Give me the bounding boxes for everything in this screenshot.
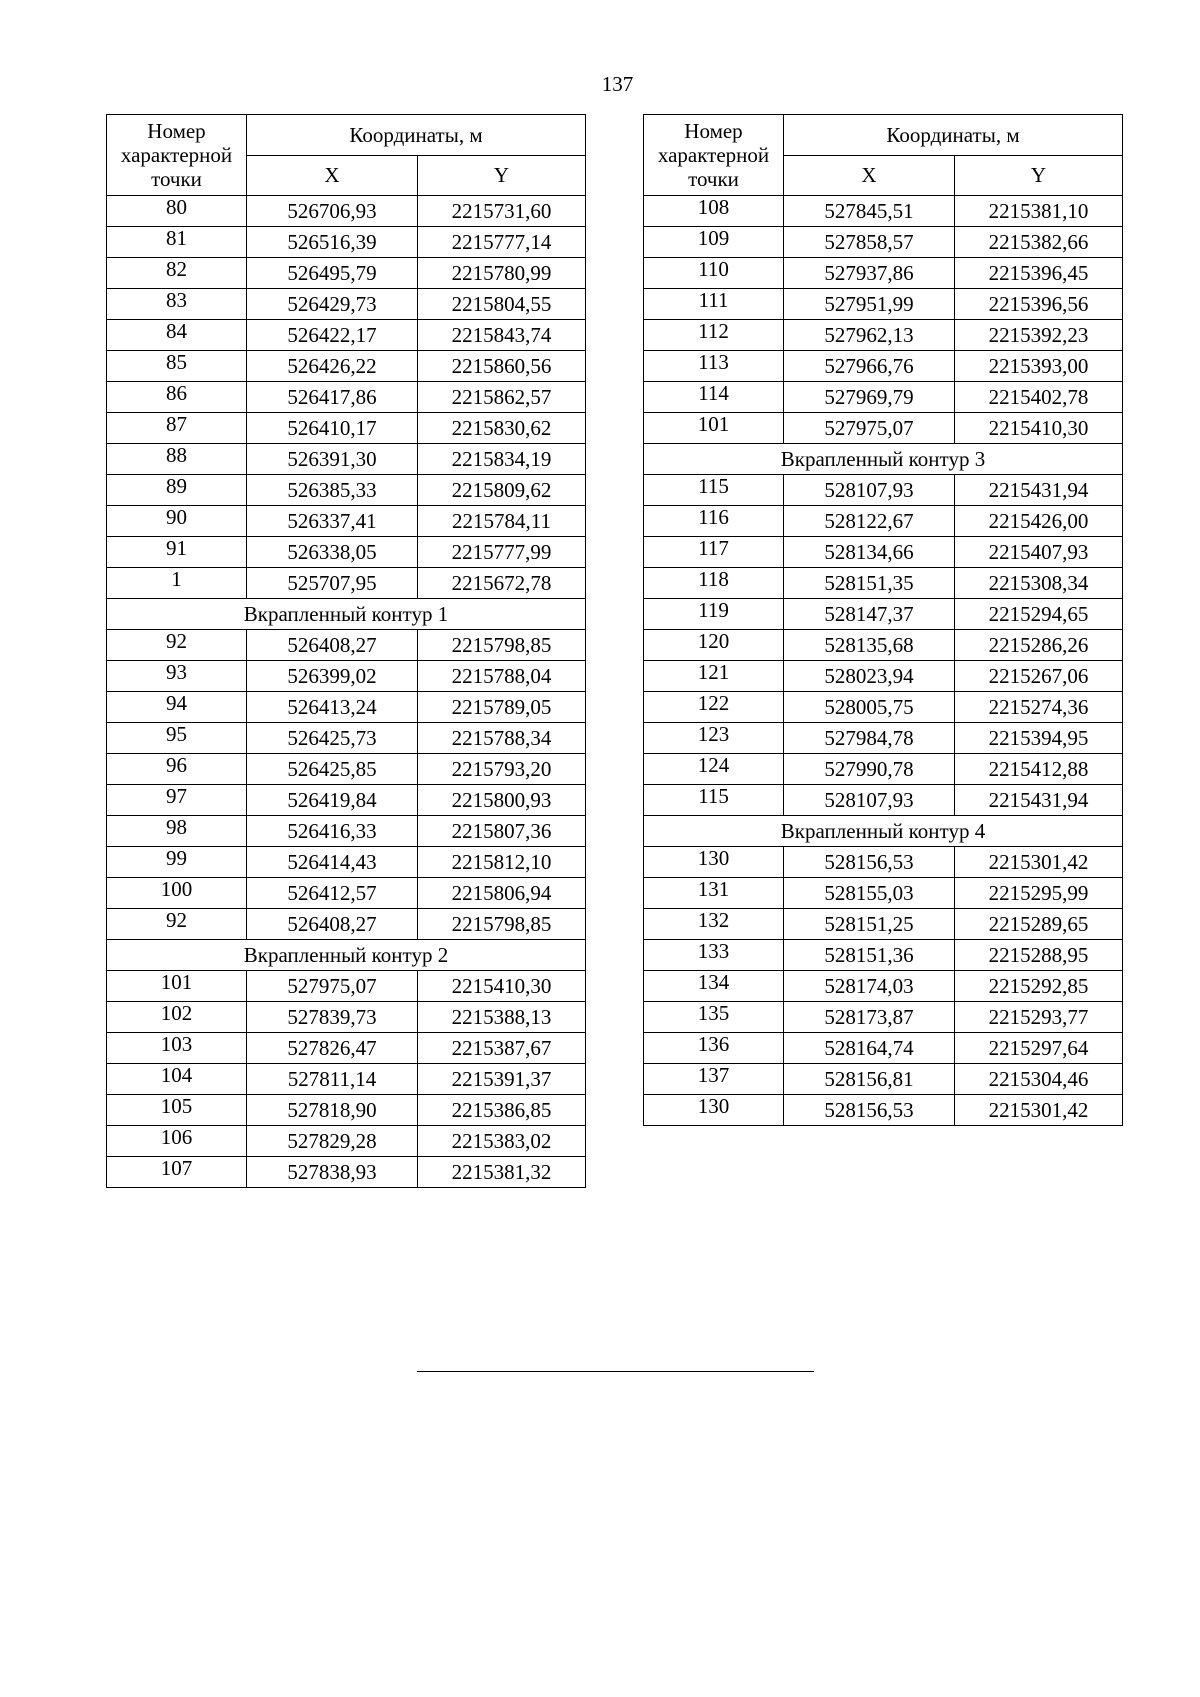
header-y: Y: [418, 155, 586, 196]
x-coordinate-cell: 528107,93: [784, 785, 955, 816]
table-row: [644, 723, 1123, 754]
point-number-cell: 117: [644, 537, 784, 568]
y-coordinate-cell: 2215793,20: [418, 754, 586, 785]
table-row: [107, 444, 586, 475]
table-row: [644, 1002, 1123, 1033]
point-number-cell: 96: [107, 754, 247, 785]
point-number-cell: 115: [644, 785, 784, 816]
y-coordinate-cell: 2215402,78: [955, 382, 1123, 413]
point-number-cell: 136: [644, 1033, 784, 1064]
y-coordinate-cell: 2215288,95: [955, 940, 1123, 971]
x-coordinate-cell: 528156,81: [784, 1064, 955, 1095]
x-coordinate-cell: 527990,78: [784, 754, 955, 785]
point-number-cell: 80: [107, 196, 247, 227]
x-coordinate-cell: 526495,79: [247, 258, 418, 289]
y-coordinate-cell: 2215391,37: [418, 1064, 586, 1095]
point-number-cell: 104: [107, 1064, 247, 1095]
point-number-cell: 133: [644, 940, 784, 971]
y-coordinate-cell: 2215830,62: [418, 413, 586, 444]
y-coordinate-cell: 2215407,93: [955, 537, 1123, 568]
x-coordinate-cell: 527818,90: [247, 1095, 418, 1126]
y-coordinate-cell: 2215392,23: [955, 320, 1123, 351]
point-number-cell: 137: [644, 1064, 784, 1095]
x-coordinate-cell: 527962,13: [784, 320, 955, 351]
table-row: [644, 537, 1123, 568]
table-row: [644, 289, 1123, 320]
y-coordinate-cell: 2215798,85: [418, 630, 586, 661]
x-coordinate-cell: 527838,93: [247, 1157, 418, 1188]
y-coordinate-cell: 2215396,45: [955, 258, 1123, 289]
y-coordinate-cell: 2215412,88: [955, 754, 1123, 785]
section-row: [644, 444, 1123, 475]
table-row: [107, 258, 586, 289]
table-row: [107, 382, 586, 413]
header-y: Y: [955, 155, 1123, 196]
table-row: [644, 692, 1123, 723]
point-number-cell: 89: [107, 475, 247, 506]
point-number-cell: 134: [644, 971, 784, 1002]
table-row: [107, 909, 586, 940]
y-coordinate-cell: 2215289,65: [955, 909, 1123, 940]
point-number-cell: 107: [107, 1157, 247, 1188]
y-coordinate-cell: 2215862,57: [418, 382, 586, 413]
table-row: [644, 196, 1123, 227]
page-number: 137: [601, 72, 634, 96]
x-coordinate-cell: 526416,33: [247, 816, 418, 847]
point-number-cell: 110: [644, 258, 784, 289]
point-number-cell: 82: [107, 258, 247, 289]
x-coordinate-cell: 526385,33: [247, 475, 418, 506]
table-row: [644, 382, 1123, 413]
x-coordinate-cell: 526706,93: [247, 196, 418, 227]
x-coordinate-cell: 527826,47: [247, 1033, 418, 1064]
point-number-cell: 106: [107, 1126, 247, 1157]
table-row: [644, 971, 1123, 1002]
table-row: [644, 785, 1123, 816]
table-row: [107, 506, 586, 537]
x-coordinate-cell: 526516,39: [247, 227, 418, 258]
table-row: [107, 537, 586, 568]
x-coordinate-cell: 527845,51: [784, 196, 955, 227]
point-number-cell: 101: [644, 413, 784, 444]
table-row: [107, 413, 586, 444]
y-coordinate-cell: 2215812,10: [418, 847, 586, 878]
x-coordinate-cell: 528134,66: [784, 537, 955, 568]
y-coordinate-cell: 2215382,66: [955, 227, 1123, 258]
x-coordinate-cell: 528135,68: [784, 630, 955, 661]
header-point-number: Номер характерной точки: [107, 115, 247, 196]
point-number-cell: 86: [107, 382, 247, 413]
x-coordinate-cell: 526338,05: [247, 537, 418, 568]
y-coordinate-cell: 2215860,56: [418, 351, 586, 382]
table-row: [107, 878, 586, 909]
table-row: [107, 785, 586, 816]
section-row: [644, 816, 1123, 847]
section-row: [107, 940, 586, 971]
y-coordinate-cell: 2215731,60: [418, 196, 586, 227]
x-coordinate-cell: 526429,73: [247, 289, 418, 320]
x-coordinate-cell: 526413,24: [247, 692, 418, 723]
table-row: [107, 816, 586, 847]
point-number-cell: 98: [107, 816, 247, 847]
x-coordinate-cell: 527858,57: [784, 227, 955, 258]
x-coordinate-cell: 528174,03: [784, 971, 955, 1002]
point-number-cell: 81: [107, 227, 247, 258]
table-row: [107, 971, 586, 1002]
point-number-cell: 91: [107, 537, 247, 568]
table-row: [107, 196, 586, 227]
table-row: [644, 506, 1123, 537]
point-number-cell: 131: [644, 878, 784, 909]
y-coordinate-cell: 2215292,85: [955, 971, 1123, 1002]
header-x: X: [247, 155, 418, 196]
x-coordinate-cell: 526426,22: [247, 351, 418, 382]
y-coordinate-cell: 2215286,26: [955, 630, 1123, 661]
y-coordinate-cell: 2215431,94: [955, 785, 1123, 816]
table-row: [107, 227, 586, 258]
table-row: [644, 754, 1123, 785]
table-row: [107, 661, 586, 692]
table-row: [107, 692, 586, 723]
x-coordinate-cell: 526425,73: [247, 723, 418, 754]
y-coordinate-cell: 2215410,30: [955, 413, 1123, 444]
y-coordinate-cell: 2215294,65: [955, 599, 1123, 630]
x-coordinate-cell: 527966,76: [784, 351, 955, 382]
y-coordinate-cell: 2215672,78: [418, 568, 586, 599]
point-number-cell: 102: [107, 1002, 247, 1033]
y-coordinate-cell: 2215777,99: [418, 537, 586, 568]
table-row: [644, 413, 1123, 444]
header-coordinates: Координаты, м: [784, 115, 1123, 156]
table-row: [644, 878, 1123, 909]
y-coordinate-cell: 2215383,02: [418, 1126, 586, 1157]
point-number-cell: 130: [644, 1095, 784, 1126]
x-coordinate-cell: 528023,94: [784, 661, 955, 692]
footer-divider: [417, 1371, 814, 1372]
x-coordinate-cell: 526417,86: [247, 382, 418, 413]
point-number-cell: 105: [107, 1095, 247, 1126]
point-number-cell: 87: [107, 413, 247, 444]
x-coordinate-cell: 526419,84: [247, 785, 418, 816]
y-coordinate-cell: 2215789,05: [418, 692, 586, 723]
x-coordinate-cell: 528005,75: [784, 692, 955, 723]
table-row: [644, 568, 1123, 599]
header-x: X: [784, 155, 955, 196]
x-coordinate-cell: 528156,53: [784, 1095, 955, 1126]
coordinates-table-right: [643, 114, 1123, 1126]
point-number-cell: 83: [107, 289, 247, 320]
x-coordinate-cell: 527975,07: [784, 413, 955, 444]
table-row: [107, 723, 586, 754]
y-coordinate-cell: 2215780,99: [418, 258, 586, 289]
point-number-cell: 97: [107, 785, 247, 816]
point-number-cell: 100: [107, 878, 247, 909]
y-coordinate-cell: 2215804,55: [418, 289, 586, 320]
point-number-cell: 120: [644, 630, 784, 661]
x-coordinate-cell: 528164,74: [784, 1033, 955, 1064]
point-number-cell: 84: [107, 320, 247, 351]
y-coordinate-cell: 2215843,74: [418, 320, 586, 351]
table-row: [644, 320, 1123, 351]
y-coordinate-cell: 2215431,94: [955, 475, 1123, 506]
x-coordinate-cell: 526337,41: [247, 506, 418, 537]
y-coordinate-cell: 2215396,56: [955, 289, 1123, 320]
y-coordinate-cell: 2215295,99: [955, 878, 1123, 909]
y-coordinate-cell: 2215834,19: [418, 444, 586, 475]
table-row: [107, 630, 586, 661]
point-number-cell: 112: [644, 320, 784, 351]
x-coordinate-cell: 527975,07: [247, 971, 418, 1002]
x-coordinate-cell: 526391,30: [247, 444, 418, 475]
x-coordinate-cell: 528151,35: [784, 568, 955, 599]
x-coordinate-cell: 526422,17: [247, 320, 418, 351]
point-number-cell: 116: [644, 506, 784, 537]
y-coordinate-cell: 2215301,42: [955, 847, 1123, 878]
y-coordinate-cell: 2215788,34: [418, 723, 586, 754]
table-row: [107, 754, 586, 785]
table-row: [644, 599, 1123, 630]
x-coordinate-cell: 528147,37: [784, 599, 955, 630]
y-coordinate-cell: 2215410,30: [418, 971, 586, 1002]
section-title: Вкрапленный контур 2: [107, 940, 586, 971]
table-row: [107, 1064, 586, 1095]
point-number-cell: 121: [644, 661, 784, 692]
y-coordinate-cell: 2215308,34: [955, 568, 1123, 599]
point-number-cell: 119: [644, 599, 784, 630]
y-coordinate-cell: 2215798,85: [418, 909, 586, 940]
y-coordinate-cell: 2215304,46: [955, 1064, 1123, 1095]
point-number-cell: 93: [107, 661, 247, 692]
y-coordinate-cell: 2215274,36: [955, 692, 1123, 723]
table-row: [644, 1095, 1123, 1126]
point-number-cell: 114: [644, 382, 784, 413]
x-coordinate-cell: 528155,03: [784, 878, 955, 909]
table-row: [107, 568, 586, 599]
point-number-cell: 1: [107, 568, 247, 599]
table-row: [107, 351, 586, 382]
x-coordinate-cell: 526399,02: [247, 661, 418, 692]
table-row: [107, 320, 586, 351]
table-row: [644, 630, 1123, 661]
table-row: [107, 475, 586, 506]
header-coordinates: Координаты, м: [247, 115, 586, 156]
table-row: [107, 289, 586, 320]
table-row: [644, 351, 1123, 382]
y-coordinate-cell: 2215381,32: [418, 1157, 586, 1188]
y-coordinate-cell: 2215381,10: [955, 196, 1123, 227]
y-coordinate-cell: 2215784,11: [418, 506, 586, 537]
x-coordinate-cell: 526425,85: [247, 754, 418, 785]
y-coordinate-cell: 2215394,95: [955, 723, 1123, 754]
section-row: [107, 599, 586, 630]
table-row: [107, 847, 586, 878]
x-coordinate-cell: 527811,14: [247, 1064, 418, 1095]
table-row: [644, 1064, 1123, 1095]
header-point-number: Номер характерной точки: [644, 115, 784, 196]
x-coordinate-cell: 527969,79: [784, 382, 955, 413]
point-number-cell: 88: [107, 444, 247, 475]
point-number-cell: 115: [644, 475, 784, 506]
x-coordinate-cell: 527839,73: [247, 1002, 418, 1033]
table-row: [644, 909, 1123, 940]
point-number-cell: 103: [107, 1033, 247, 1064]
y-coordinate-cell: 2215777,14: [418, 227, 586, 258]
x-coordinate-cell: 526410,17: [247, 413, 418, 444]
point-number-cell: 90: [107, 506, 247, 537]
table-row: [107, 1002, 586, 1033]
x-coordinate-cell: 527829,28: [247, 1126, 418, 1157]
y-coordinate-cell: 2215301,42: [955, 1095, 1123, 1126]
x-coordinate-cell: 526412,57: [247, 878, 418, 909]
x-coordinate-cell: 528107,93: [784, 475, 955, 506]
y-coordinate-cell: 2215267,06: [955, 661, 1123, 692]
section-title: Вкрапленный контур 3: [644, 444, 1123, 475]
point-number-cell: 94: [107, 692, 247, 723]
x-coordinate-cell: 528151,25: [784, 909, 955, 940]
table-row: [644, 940, 1123, 971]
table-row: [644, 661, 1123, 692]
point-number-cell: 95: [107, 723, 247, 754]
y-coordinate-cell: 2215386,85: [418, 1095, 586, 1126]
table-row: [107, 1126, 586, 1157]
y-coordinate-cell: 2215293,77: [955, 1002, 1123, 1033]
x-coordinate-cell: 525707,95: [247, 568, 418, 599]
point-number-cell: 92: [107, 909, 247, 940]
x-coordinate-cell: 528156,53: [784, 847, 955, 878]
x-coordinate-cell: 527951,99: [784, 289, 955, 320]
point-number-cell: 135: [644, 1002, 784, 1033]
x-coordinate-cell: 528173,87: [784, 1002, 955, 1033]
coordinates-table-left: [106, 114, 586, 1188]
y-coordinate-cell: 2215388,13: [418, 1002, 586, 1033]
point-number-cell: 108: [644, 196, 784, 227]
table-row: [107, 1033, 586, 1064]
table-row: [107, 1157, 586, 1188]
table-row: [644, 258, 1123, 289]
table-row: [644, 847, 1123, 878]
y-coordinate-cell: 2215788,04: [418, 661, 586, 692]
x-coordinate-cell: 526408,27: [247, 909, 418, 940]
y-coordinate-cell: 2215807,36: [418, 816, 586, 847]
table-row: [644, 1033, 1123, 1064]
point-number-cell: 122: [644, 692, 784, 723]
point-number-cell: 113: [644, 351, 784, 382]
section-title: Вкрапленный контур 1: [107, 599, 586, 630]
table-row: [644, 227, 1123, 258]
point-number-cell: 132: [644, 909, 784, 940]
point-number-cell: 124: [644, 754, 784, 785]
y-coordinate-cell: 2215800,93: [418, 785, 586, 816]
x-coordinate-cell: 527937,86: [784, 258, 955, 289]
point-number-cell: 130: [644, 847, 784, 878]
x-coordinate-cell: 527984,78: [784, 723, 955, 754]
x-coordinate-cell: 526408,27: [247, 630, 418, 661]
point-number-cell: 109: [644, 227, 784, 258]
table-row: [644, 475, 1123, 506]
point-number-cell: 85: [107, 351, 247, 382]
y-coordinate-cell: 2215809,62: [418, 475, 586, 506]
point-number-cell: 111: [644, 289, 784, 320]
point-number-cell: 92: [107, 630, 247, 661]
x-coordinate-cell: 528122,67: [784, 506, 955, 537]
x-coordinate-cell: 526414,43: [247, 847, 418, 878]
y-coordinate-cell: 2215393,00: [955, 351, 1123, 382]
y-coordinate-cell: 2215387,67: [418, 1033, 586, 1064]
x-coordinate-cell: 528151,36: [784, 940, 955, 971]
y-coordinate-cell: 2215426,00: [955, 506, 1123, 537]
point-number-cell: 99: [107, 847, 247, 878]
point-number-cell: 101: [107, 971, 247, 1002]
y-coordinate-cell: 2215297,64: [955, 1033, 1123, 1064]
y-coordinate-cell: 2215806,94: [418, 878, 586, 909]
table-row: [107, 1095, 586, 1126]
point-number-cell: 123: [644, 723, 784, 754]
point-number-cell: 118: [644, 568, 784, 599]
section-title: Вкрапленный контур 4: [644, 816, 1123, 847]
